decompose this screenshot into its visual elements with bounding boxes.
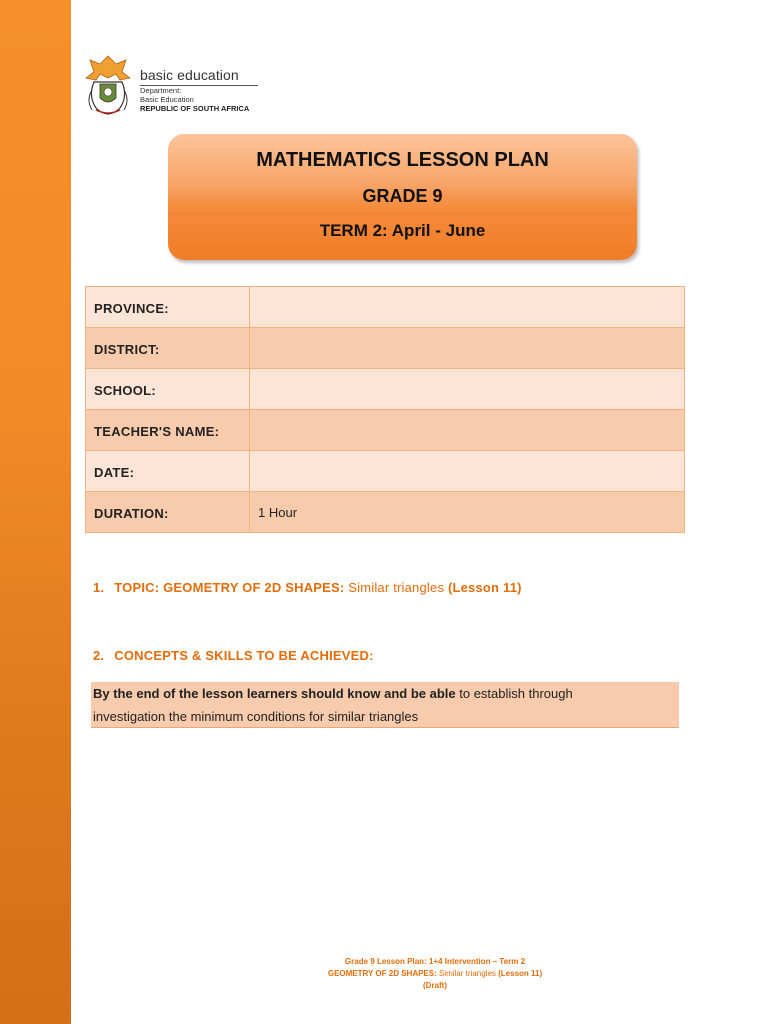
objectives-line1 xyxy=(93,682,679,705)
duration-label: DURATION: xyxy=(86,492,250,533)
topic-heading xyxy=(93,580,522,595)
teacher-name-label: TEACHER'S NAME: xyxy=(86,410,250,451)
logo-dept-line2: Basic Education xyxy=(140,94,194,104)
objectives-box xyxy=(91,682,679,728)
department-logo xyxy=(82,52,262,118)
district-label: DISTRICT: xyxy=(86,328,250,369)
concepts-number: 2. xyxy=(93,648,105,663)
logo-department xyxy=(140,87,194,104)
duration-value[interactable]: 1 Hour xyxy=(250,492,685,533)
table-row xyxy=(86,410,685,451)
document-title: MATHEMATICS LESSON PLAN xyxy=(256,149,549,171)
footer-topic: GEOMETRY OF 2D SHAPES: xyxy=(327,969,437,978)
footer-lesson: (Lesson 11) xyxy=(498,969,543,978)
province-value[interactable] xyxy=(250,287,685,328)
school-value[interactable] xyxy=(250,369,685,410)
objectives-bold: By the end of the lesson learners should know and be able xyxy=(93,686,456,701)
school-label: SCHOOL: xyxy=(86,369,250,410)
province-label: PROVINCE: xyxy=(86,287,250,328)
footer-subject: Similar triangles xyxy=(436,969,499,978)
date-label: DATE: xyxy=(86,451,250,492)
table-row xyxy=(86,492,685,533)
logo-dept-line1: Department: xyxy=(140,86,182,95)
objectives-rest: to establish through xyxy=(455,686,573,701)
topic-number: 1. xyxy=(93,580,105,595)
term-title: TERM 2: April - June xyxy=(319,221,486,240)
orange-side-bar xyxy=(0,0,71,1024)
table-row xyxy=(86,287,685,328)
table-row xyxy=(86,328,685,369)
teacher-name-value[interactable] xyxy=(250,410,685,451)
title-banner xyxy=(168,134,637,260)
footer-line3: (Draft) xyxy=(423,981,447,990)
objectives-line2: investigation the minimum conditions for similar triangles xyxy=(93,709,419,724)
coat-of-arms-icon xyxy=(82,52,134,116)
lesson-info-table xyxy=(85,286,685,533)
grade-title: GRADE 9 xyxy=(362,186,443,206)
date-value[interactable] xyxy=(250,451,685,492)
table-row xyxy=(86,451,685,492)
concepts-heading xyxy=(93,648,374,663)
footer-line1: Grade 9 Lesson Plan: 1+4 Intervention – Term 2 xyxy=(344,957,526,966)
logo-brand-text: basic education xyxy=(140,67,239,83)
page-footer xyxy=(300,956,570,992)
logo-country: REPUBLIC OF SOUTH AFRICA xyxy=(140,104,250,113)
topic-subject: Similar triangles xyxy=(348,580,445,595)
table-row xyxy=(86,369,685,410)
topic-label: TOPIC: GEOMETRY OF 2D SHAPES: xyxy=(114,580,345,595)
concepts-label: CONCEPTS & SKILLS TO BE ACHIEVED: xyxy=(114,648,374,663)
topic-lesson: (Lesson 11) xyxy=(447,580,522,595)
footer-line2 xyxy=(300,968,570,980)
district-value[interactable] xyxy=(250,328,685,369)
